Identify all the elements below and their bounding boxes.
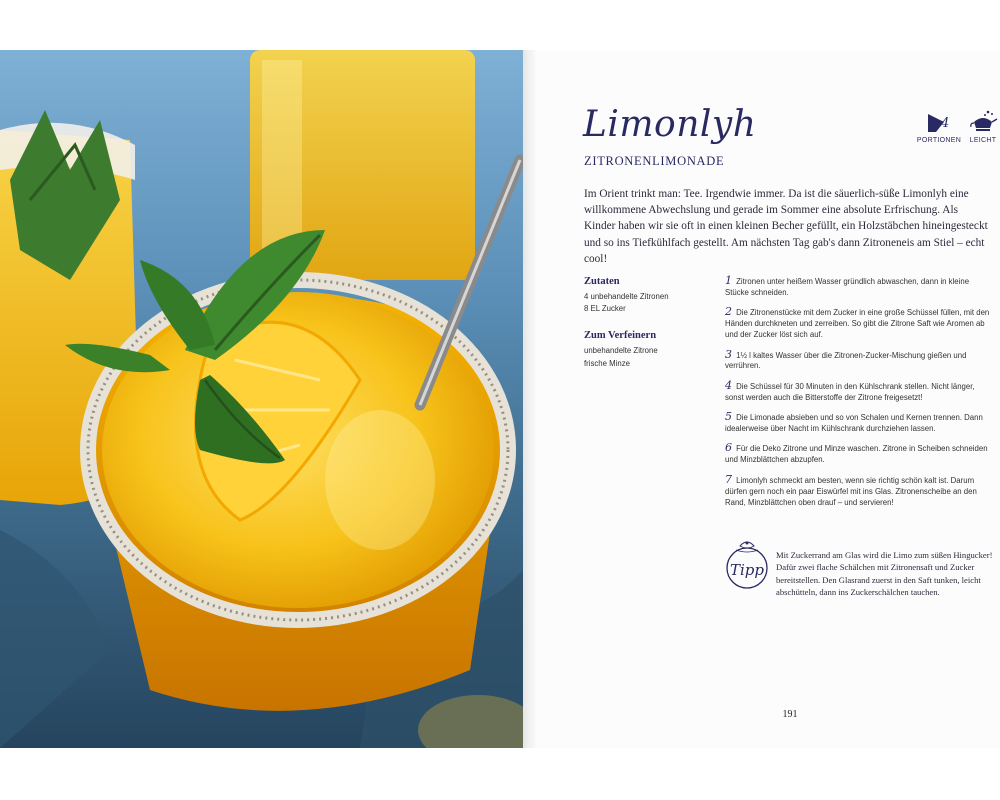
step-text: Für die Deko Zitrone und Minze waschen. Zitrone in Scheiben schneiden und Minzblättchen abzupfen. xyxy=(725,444,988,465)
tipp-badge-label: Tipp xyxy=(729,561,765,579)
step-item xyxy=(725,276,993,299)
ingredients-heading: Zutaten xyxy=(584,276,620,287)
ingredients-panel xyxy=(584,276,694,370)
ingredient-item: 4 unbehandelte Zitronen xyxy=(584,292,669,301)
page-number: 191 xyxy=(782,709,798,720)
lemonade-photo xyxy=(0,50,523,748)
step-text: Die Zitronenstücke mit dem Zucker in eine große Schüssel füllen, mit den Händen durchkneten und zerreiben. So gibt die Zitrone Saft wie Aromen ab und der Zucker löst sich auf. xyxy=(725,308,990,340)
step-text: Die Schüssel für 30 Minuten in den Kühlschrank stellen. Nicht länger, sonst werden auch die Bitterstoffe der Zitrone freigesetzt! xyxy=(725,381,975,402)
recipe-intro: Im Orient trinkt man: Tee. Irgendwie immer. Da ist die säuerlich-süße Limonlyh eine willkommene Abwechslung und gerade im Sommer eine absolute Erfrischung. Als Kinder haben wir sie oft in einen kleinen Becher gefüllt, ein Holzstäbchen hineingesteckt und so ins Tiefkühlfach gestellt. Am nächsten Tag gab's dann Zitroneneis am Stiel – echt cool! xyxy=(584,188,988,265)
recipe-subtitle: ZITRONENLIMONADE xyxy=(584,154,725,168)
step-number: 1 xyxy=(725,274,732,287)
book-gutter xyxy=(523,50,537,748)
pot-icon xyxy=(924,108,954,134)
portions-indicator xyxy=(914,108,964,144)
garnish-item: unbehandelte Zitrone xyxy=(584,346,658,356)
portions-label: PORTIONEN xyxy=(916,137,962,144)
recipe-steps xyxy=(725,276,993,517)
portions-number: 4 xyxy=(941,116,950,131)
step-item xyxy=(725,412,993,435)
step-item xyxy=(725,472,993,509)
lemonade-glass-image xyxy=(0,50,523,748)
difficulty-label: LEICHT xyxy=(969,137,997,144)
step-text: 1½ l kaltes Wasser über die Zitronen-Zucker-Mischung gießen und verrühren. xyxy=(725,350,967,371)
tip-text: Mit Zuckerrand am Glas wird die Limo zum süßen Hingucker! Dafür zwei flache Schälchen mit Zitronensaft und Zucker bereitstellen. Den Glasrand zuerst in den Saft tunken, leicht abschütteln, dann ins Zuckerschälchen tauchen. xyxy=(776,550,993,597)
step-number: 4 xyxy=(725,378,732,392)
step-number: 5 xyxy=(725,410,732,424)
step-number: 2 xyxy=(725,305,732,319)
step-number: 7 xyxy=(725,472,732,486)
step-text: Zitronen unter heißem Wasser gründlich abwaschen, dann in kleine Stücke schneiden. xyxy=(725,277,970,297)
garnish-heading: Zum Verfeinern xyxy=(584,330,657,342)
step-item xyxy=(725,378,993,404)
teapot-icon xyxy=(968,108,998,134)
step-text: Die Limonade absieben und so von Schalen und Kernen trennen. Dann idealerweise über Nacht im Kühlschrank durchziehen lassen. xyxy=(725,413,983,434)
step-item xyxy=(725,443,993,466)
step-number: 3 xyxy=(725,347,732,361)
step-number: 6 xyxy=(725,441,732,455)
garnish-item: frische Minze xyxy=(584,358,630,368)
step-item xyxy=(725,307,993,341)
ingredient-item: 8 EL Zucker xyxy=(584,304,626,314)
step-item xyxy=(725,347,993,373)
tipp-badge-icon xyxy=(722,538,772,590)
difficulty-indicator xyxy=(958,108,1000,144)
recipe-title: Limonlyh xyxy=(583,104,757,145)
step-text: Limonlyh schmeckt am besten, wenn sie richtig schön kalt ist. Darum dürfen gern noch ein paar Eiswürfel mit ins Glas. Zitronenscheibe an den Rand, Minzblättchen oben drauf – und servieren! xyxy=(725,475,977,507)
